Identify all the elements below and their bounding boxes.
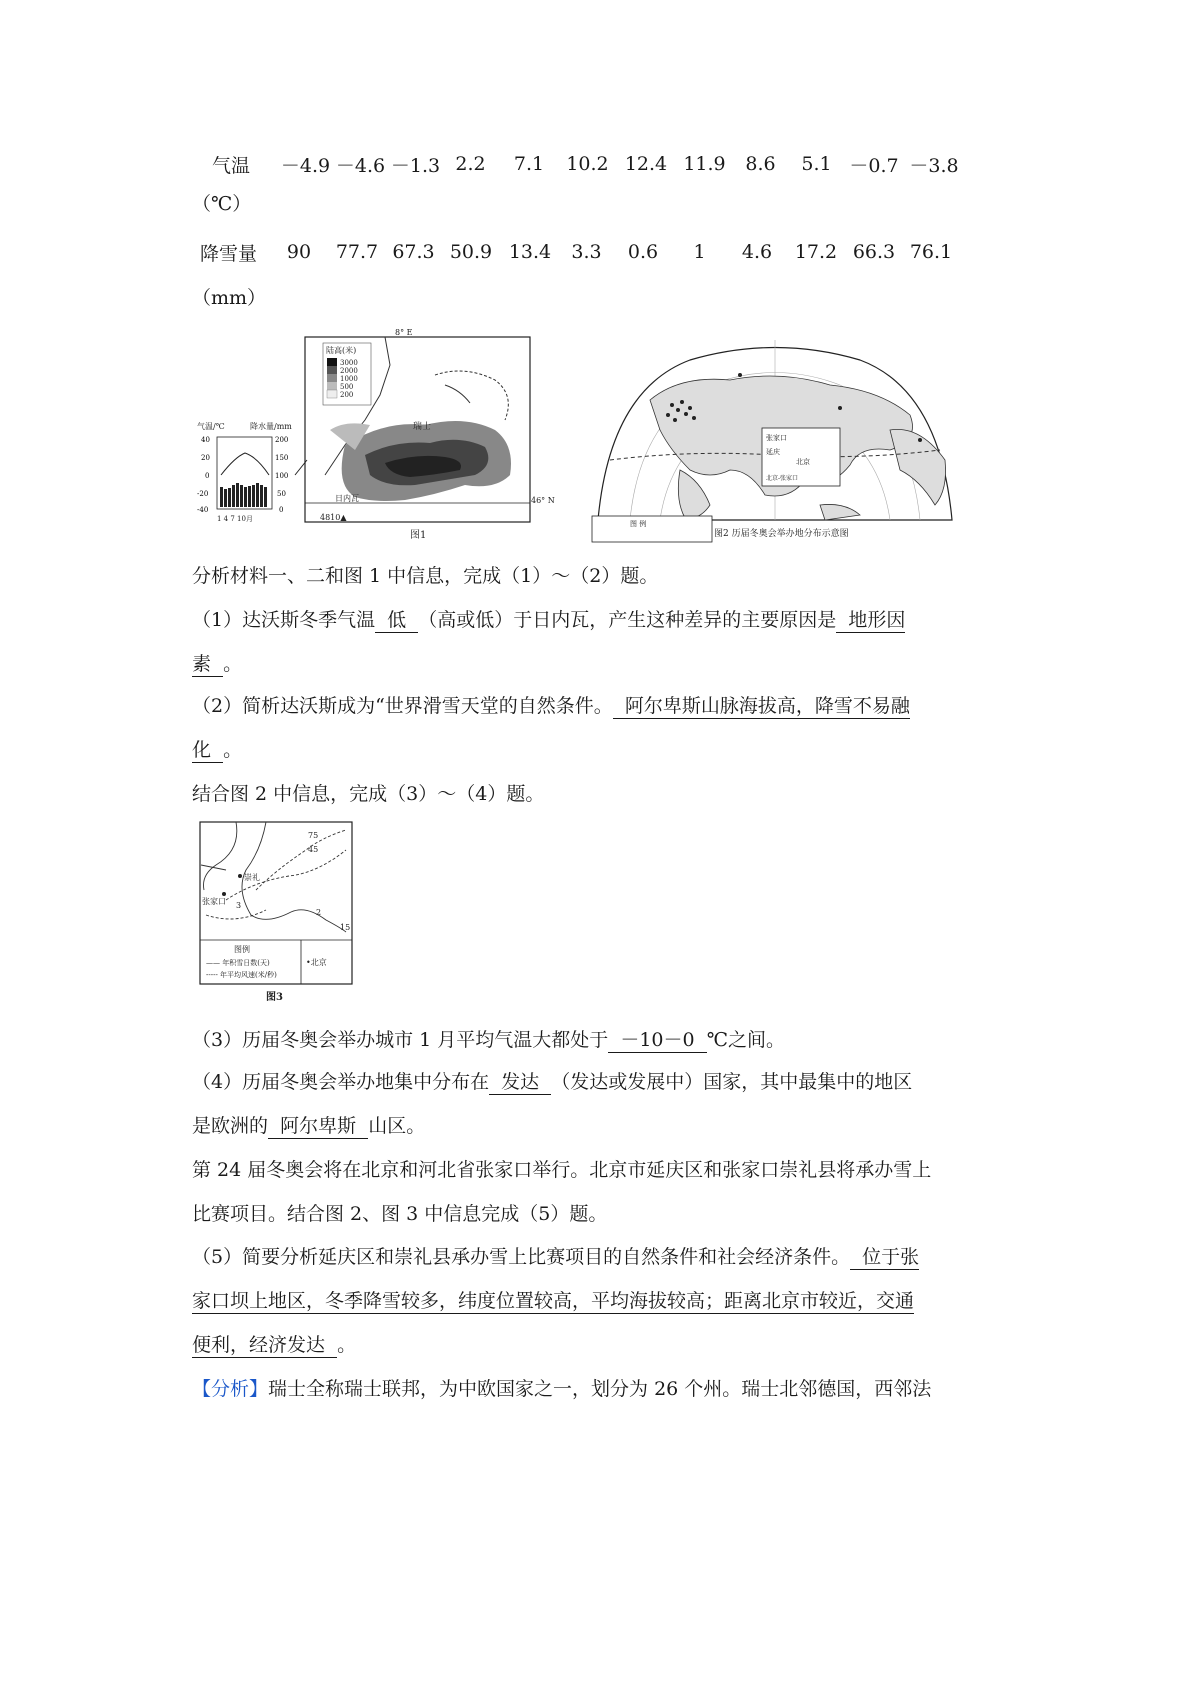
fig3-contour-label: 3 [236,901,242,910]
table-cell: －4.6 [335,154,386,177]
table-cell: 67.3 [392,241,435,263]
table-cell: 4.6 [741,241,773,263]
table-cell: 7.1 [513,153,545,175]
analysis-label: 分析 [211,1378,250,1400]
table-cell: 77.7 [335,241,379,263]
table-cell: 50.9 [449,241,493,263]
fig3-contour-label: 15 [340,923,351,932]
fig3-contour-label: 45 [308,845,319,854]
q4-answer-1: 发达 [489,1071,552,1093]
table-cell: －3.8 [909,154,959,177]
question-2-line2 [192,736,242,764]
intro-q12: 分析材料一、二和图 1 中信息，完成（1）～（2）题。 [192,565,659,587]
fig1-climate-x-ticks: 1 4 7 10月 [217,515,253,523]
q5-text-a: （5）简要分析延庆区和崇礼县承办雪上比赛项目的自然条件和社会经济条件。 [192,1246,851,1268]
table-cell: 76.1 [909,241,953,263]
temp-unit: （℃） [192,193,252,215]
q1-answer-2a: 地形因 [836,609,906,631]
fig1-legend-title: 陆高(米) [326,346,357,355]
question-4-line2 [192,1112,425,1140]
table-cell: 90 [286,241,312,263]
q5-answer-c: 便利，经济发达 [192,1334,338,1356]
fig1-peak-label: 4810▲ [320,513,347,522]
table-cell: －0.7 [849,154,899,177]
table-cell: 12.4 [624,153,668,175]
fig1-left-ticks [197,436,210,514]
analysis-bracket-open: 【 [192,1378,212,1400]
question-2-line1 [192,692,910,720]
intro-q34: 结合图 2 中信息，完成（3）～（4）题。 [192,783,545,805]
analysis-text: 瑞士全称瑞士联邦，为中欧国家之一，划分为 26 个州。瑞士北邻德国，西邻法 [268,1378,932,1400]
snow-table [200,238,959,266]
table-cell: 3.3 [571,241,602,263]
fig1-caption: 图1 [410,530,427,541]
fig1-legend-level: 3000 [340,359,358,367]
fig2-inset-label: 张家口 [766,434,787,442]
q2-answer-b: 化 [192,739,224,761]
table-cell: 2.2 [455,153,486,175]
tick-label: 0 [205,472,210,480]
tick-label: 200 [275,436,289,444]
fig2-caption: 图2 历届冬奥会举办地分布示意图 [714,529,849,539]
table-row [212,150,964,178]
question-1-line1 [192,606,905,634]
fig2-legend-title: 图 例 [630,520,647,528]
table-cell: 0.6 [627,241,659,263]
q2-end: 。 [223,739,243,761]
tick-label: 100 [275,472,289,480]
snow-label: 降雪量 [200,242,258,265]
table-cell: 17.2 [794,241,838,263]
fig1-lat-label: 46° N [531,496,555,505]
table-cell: 13.4 [508,241,552,263]
fig1-lon-label: 8° E [395,328,413,337]
analysis-bracket-close: 】 [249,1378,269,1400]
paragraph-24-line1: 第 24 届冬奥会将在北京和河北省张家口举行。北京市延庆区和张家口崇礼县将承办雪上 [192,1159,932,1181]
fig3-contour-label: 75 [308,831,319,840]
question-5-line3 [192,1331,356,1359]
fig1-legend-level: 2000 [340,367,358,375]
tick-label: 150 [275,454,289,462]
fig1-climate-right-label: 降水量/mm [250,422,292,431]
fig3-legend-title: 图例 [234,945,250,954]
figure-1 [195,325,565,547]
tick-label: 40 [201,436,210,444]
fig1-city-label: 日内瓦 [335,494,359,503]
figure-3 [196,820,356,1006]
fig1-legend-level: 500 [340,383,354,391]
fig3-city-chongli: 崇礼 [244,873,260,882]
fig1-legend-level: 1000 [340,375,358,383]
fig1-country-label: 瑞士 [413,422,432,432]
tick-label: 20 [201,454,210,462]
q5-answer-a: 位于张 [850,1246,920,1268]
fig3-contour-label: 2 [316,908,322,917]
tick-label: 0 [279,506,284,514]
q1-answer-2b: 素 [192,653,224,675]
tick-label: 50 [277,490,286,498]
q1-answer-1: 低 [375,609,419,631]
fig3-city-beijing: •北京 [306,958,327,967]
q1-end: 。 [223,653,243,675]
q4-text-a: （4）历届冬奥会举办地集中分布在 [192,1071,490,1093]
temp-label: 气温 [212,154,251,177]
fig2-inset-label: 北京 [796,458,810,466]
fig3-city-zjk: 张家口 [202,897,226,906]
question-5-line1 [192,1243,919,1271]
question-5-line2 [192,1287,914,1315]
fig3-legend-item-2: ----- 年平均风速(米/秒) [206,971,277,979]
q3-text-a: （3）历届冬奥会举办城市 1 月平均气温大都处于 [192,1029,609,1051]
fig2-inset-label: 北京-张家口 [766,475,799,482]
question-3 [192,1026,785,1054]
q4-answer-2: 阿尔卑斯 [268,1115,369,1137]
tick-label: -40 [197,506,209,514]
q3-answer: －10－0 [608,1029,707,1051]
question-1-line2 [192,650,242,678]
tick-label: -20 [197,490,209,498]
table-cell: －1.3 [390,154,441,177]
fig3-legend-item-1: —— 年积雪日数(天) [206,959,270,967]
table-cell: 11.9 [683,153,726,175]
table-cell: 8.6 [745,153,776,175]
q3-text-b: ℃之间。 [706,1029,785,1051]
table-cell: 66.3 [852,241,896,263]
analysis-line [192,1375,931,1403]
q1-text-b: （高或低）于日内瓦，产生这种差异的主要原因是 [418,609,837,631]
fig3-caption: 图3 [266,992,283,1003]
paragraph-24-line2: 比赛项目。结合图 2、图 3 中信息完成（5）题。 [192,1203,608,1225]
table-cell: 10.2 [566,153,609,175]
fig1-legend-level: 200 [340,391,354,399]
q2-answer-a: 阿尔卑斯山脉海拔高，降雪不易融 [612,695,910,717]
q2-text-a: （2）简析达沃斯成为“世界滑雪天堂的自然条件。 [192,695,613,717]
question-4-line1 [192,1068,912,1096]
figure-2 [590,330,960,552]
table-cell: 5.1 [801,153,832,175]
q5-answer-b: 家口坝上地区，冬季降雪较多，纬度位置较高，平均海拔较高；距离北京市较近，交通 [192,1290,915,1312]
q5-end: 。 [337,1334,357,1356]
climate-table [212,150,964,178]
q4-text-d: 山区。 [368,1115,426,1137]
fig2-inset-label: 延庆 [766,448,780,456]
q1-text-a: （1）达沃斯冬季气温 [192,609,376,631]
table-cell: 1 [693,241,706,263]
fig1-climate-left-label: 气温/℃ [197,422,225,431]
q4-text-b: （发达或发展中）国家，其中最集中的地区 [551,1071,913,1093]
snow-unit: （mm） [192,287,267,309]
q4-text-c: 是欧洲的 [192,1115,269,1137]
table-cell: －4.9 [280,154,331,177]
table-row [200,238,959,266]
fig1-right-ticks [275,436,288,514]
